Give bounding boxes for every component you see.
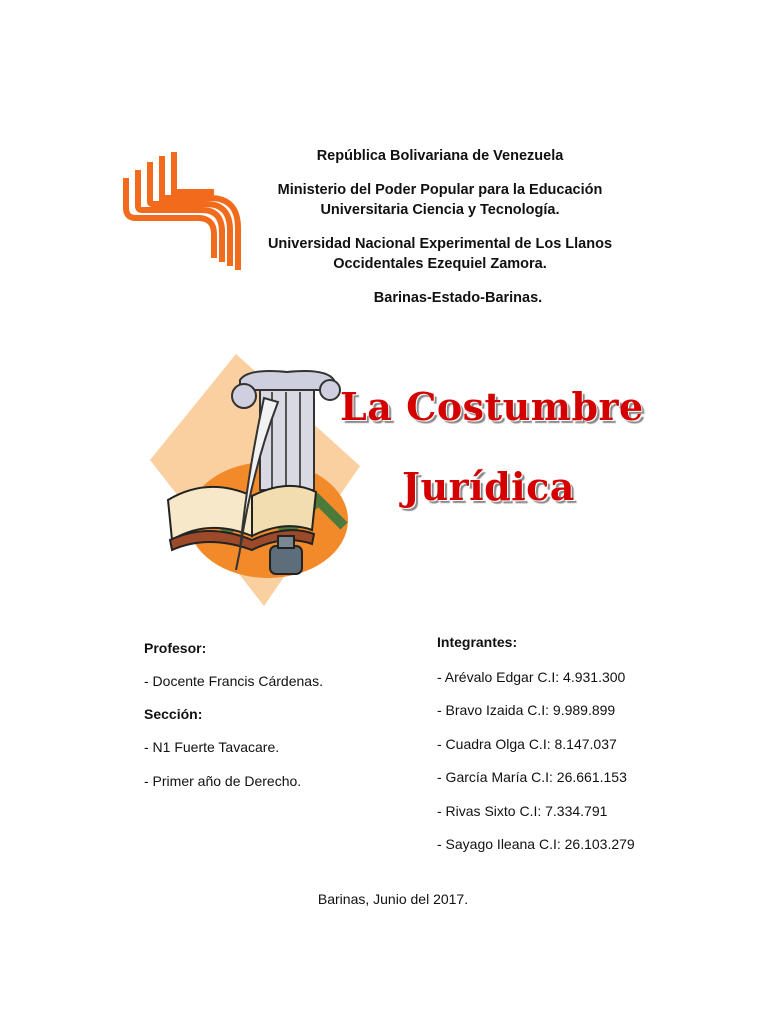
professor-name: - Docente Francis Cárdenas.: [144, 673, 323, 689]
document-date: Barinas, Junio del 2017.: [317, 891, 469, 907]
law-books-column-quill-icon: [148, 350, 368, 610]
document-title-line-1: La Costumbre: [340, 384, 644, 429]
member-item: - Rivas Sixto C.I: 7.334.791: [437, 803, 608, 819]
ministry-line-2: Universitaria Ciencia y Tecnología.: [320, 202, 560, 218]
university-line-2: Occidentales Ezequiel Zamora.: [333, 256, 547, 272]
university-line-1: Universidad Nacional Experimental de Los Llanos: [267, 236, 613, 252]
member-item: - Arévalo Edgar C.I: 4.931.300: [437, 669, 626, 685]
section-label: Sección:: [144, 706, 203, 722]
professor-label: Profesor:: [144, 640, 207, 656]
members-label: Integrantes:: [437, 634, 518, 650]
member-item: - Bravo Izaida C.I: 9.989.899: [437, 702, 616, 718]
republic-name: República Bolivariana de Venezuela: [316, 148, 564, 164]
section-item: - Primer año de Derecho.: [144, 773, 302, 789]
member-item: - Sayago Ileana C.I: 26.103.279: [437, 836, 635, 852]
unellez-logo-icon: [118, 148, 244, 274]
document-title-line-2: Jurídica: [402, 464, 575, 509]
ministry-line-1: Ministerio del Poder Popular para la Educación: [277, 182, 603, 198]
university-name: [250, 234, 630, 274]
location: Barinas-Estado-Barinas.: [373, 290, 543, 306]
section-item: - N1 Fuerte Tavacare.: [144, 739, 280, 755]
ministry-name: [250, 180, 630, 220]
member-item: - Cuadra Olga C.I: 8.147.037: [437, 736, 617, 752]
member-item: - García María C.I: 26.661.153: [437, 769, 627, 785]
